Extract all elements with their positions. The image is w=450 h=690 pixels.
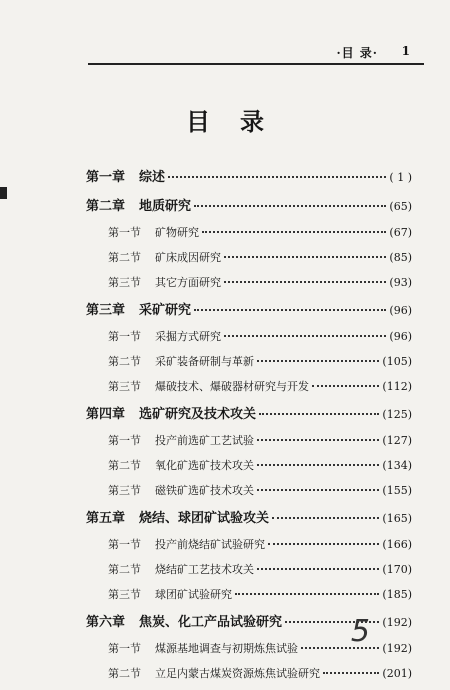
toc-entry-title: 投产前选矿工艺试验 xyxy=(155,434,254,447)
toc-chapter-row xyxy=(86,403,412,432)
toc-leader-dots xyxy=(194,205,386,207)
toc-entry-title: 矿物研究 xyxy=(155,226,199,239)
toc-section-row xyxy=(86,586,412,611)
toc-entry-title: 矿床成因研究 xyxy=(155,251,221,264)
toc-entry-title: 采矿装备研制与革新 xyxy=(155,355,254,368)
toc-leader-dots xyxy=(257,464,379,466)
toc-section-row xyxy=(86,353,412,378)
toc-leader-dots xyxy=(202,231,386,233)
toc-entry-title: 烧结、球团矿试验攻关 xyxy=(139,511,270,526)
toc-section-row xyxy=(86,665,412,690)
toc-section-row xyxy=(86,457,412,482)
toc-entry-title: 采掘方式研究 xyxy=(155,330,221,343)
toc-leader-dots xyxy=(168,176,386,178)
toc-entry-label: 第四章 xyxy=(86,407,126,422)
toc-section-row xyxy=(86,328,412,353)
toc-leader-dots xyxy=(323,672,379,674)
toc-entry-page: (166) xyxy=(382,538,412,551)
toc-leader-dots xyxy=(224,281,386,283)
toc-entry-label: 第二节 xyxy=(108,251,141,264)
toc-leader-dots xyxy=(257,568,379,570)
toc-section-row xyxy=(86,482,412,507)
table-of-contents xyxy=(86,166,412,690)
toc-section-row xyxy=(86,432,412,457)
toc-entry-title: 选矿研究及技术攻关 xyxy=(139,407,257,422)
toc-entry-page: (192) xyxy=(382,642,412,655)
toc-entry-label: 第二节 xyxy=(108,459,141,472)
toc-entry-label: 第三章 xyxy=(86,303,126,318)
page-title: 目录 xyxy=(186,107,294,136)
toc-chapter-row xyxy=(86,166,412,195)
toc-entry-page: (201) xyxy=(382,667,412,680)
toc-leader-dots xyxy=(224,256,386,258)
toc-entry-page: (192) xyxy=(382,616,412,629)
toc-entry-page: (125) xyxy=(382,408,412,421)
toc-entry-page: (185) xyxy=(382,588,412,601)
toc-entry-label: 第二节 xyxy=(108,563,141,576)
toc-leader-dots xyxy=(272,517,379,519)
toc-section-row xyxy=(86,561,412,586)
toc-leader-dots xyxy=(224,335,386,337)
toc-entry-page: (127) xyxy=(382,434,412,447)
toc-leader-dots xyxy=(312,385,379,387)
toc-entry-label: 第一节 xyxy=(108,538,141,551)
toc-leader-dots xyxy=(194,309,386,311)
toc-entry-title: 氧化矿选矿技术攻关 xyxy=(155,459,254,472)
toc-section-row xyxy=(86,249,412,274)
toc-entry-page: (96) xyxy=(389,304,412,317)
toc-entry-page: (165) xyxy=(382,512,412,525)
toc-entry-label: 第一节 xyxy=(108,642,141,655)
toc-leader-dots xyxy=(257,489,379,491)
toc-entry-label: 第三节 xyxy=(108,380,141,393)
toc-entry-title: 立足内蒙古煤炭资源炼焦试验研究 xyxy=(155,667,320,680)
toc-chapter-row xyxy=(86,507,412,536)
toc-section-row xyxy=(86,274,412,299)
toc-section-row xyxy=(86,378,412,403)
toc-entry-page: (112) xyxy=(382,380,412,393)
toc-entry-title: 地质研究 xyxy=(139,199,192,214)
toc-entry-page: (134) xyxy=(382,459,412,472)
toc-entry-page: (67) xyxy=(389,226,412,239)
toc-entry-page: (170) xyxy=(382,563,412,576)
toc-entry-title: 投产前烧结矿试验研究 xyxy=(155,538,265,551)
toc-entry-page: (155) xyxy=(382,484,412,497)
toc-entry-label: 第一章 xyxy=(86,170,126,185)
toc-entry-title: 煤源基地调查与初期炼焦试验 xyxy=(155,642,298,655)
toc-entry-label: 第五章 xyxy=(86,511,126,526)
toc-entry-page: (93) xyxy=(389,276,412,289)
toc-entry-label: 第二节 xyxy=(108,355,141,368)
toc-entry-title: 其它方面研究 xyxy=(155,276,221,289)
toc-section-row xyxy=(86,536,412,561)
toc-entry-label: 第三节 xyxy=(108,276,141,289)
toc-entry-label: 第二节 xyxy=(108,667,141,680)
toc-entry-label: 第三节 xyxy=(108,588,141,601)
header-rule xyxy=(88,63,424,65)
handwritten-page-mark: 5 xyxy=(350,614,370,649)
toc-entry-label: 第二章 xyxy=(86,199,126,214)
toc-entry-page: ( 1 ) xyxy=(389,171,412,184)
header-page-number: 1 xyxy=(401,44,410,58)
toc-entry-label: 第一节 xyxy=(108,330,141,343)
toc-entry-title: 烧结矿工艺技术攻关 xyxy=(155,563,254,576)
toc-leader-dots xyxy=(257,439,379,441)
toc-section-row xyxy=(86,224,412,249)
toc-entry-title: 磁铁矿选矿技术攻关 xyxy=(155,484,254,497)
running-header: ·目 录· xyxy=(336,46,378,60)
toc-entry-page: (85) xyxy=(389,251,412,264)
toc-leader-dots xyxy=(257,360,379,362)
toc-entry-title: 采矿研究 xyxy=(139,303,192,318)
toc-entry-page: (65) xyxy=(389,200,412,213)
toc-chapter-row xyxy=(86,299,412,328)
toc-chapter-row xyxy=(86,195,412,224)
toc-leader-dots xyxy=(268,543,379,545)
margin-mark xyxy=(0,187,7,199)
toc-entry-title: 焦炭、化工产品试验研究 xyxy=(139,615,283,630)
toc-entry-label: 第三节 xyxy=(108,484,141,497)
toc-entry-label: 第一节 xyxy=(108,434,141,447)
toc-entry-title: 爆破技术、爆破器材研究与开发 xyxy=(155,380,309,393)
toc-entry-title: 球团矿试验研究 xyxy=(155,588,232,601)
toc-entry-label: 第六章 xyxy=(86,615,126,630)
toc-leader-dots xyxy=(235,593,379,595)
toc-entry-page: (96) xyxy=(389,330,412,343)
toc-entry-label: 第一节 xyxy=(108,226,141,239)
toc-entry-page: (105) xyxy=(382,355,412,368)
toc-entry-title: 综述 xyxy=(139,170,166,185)
toc-leader-dots xyxy=(259,413,379,415)
